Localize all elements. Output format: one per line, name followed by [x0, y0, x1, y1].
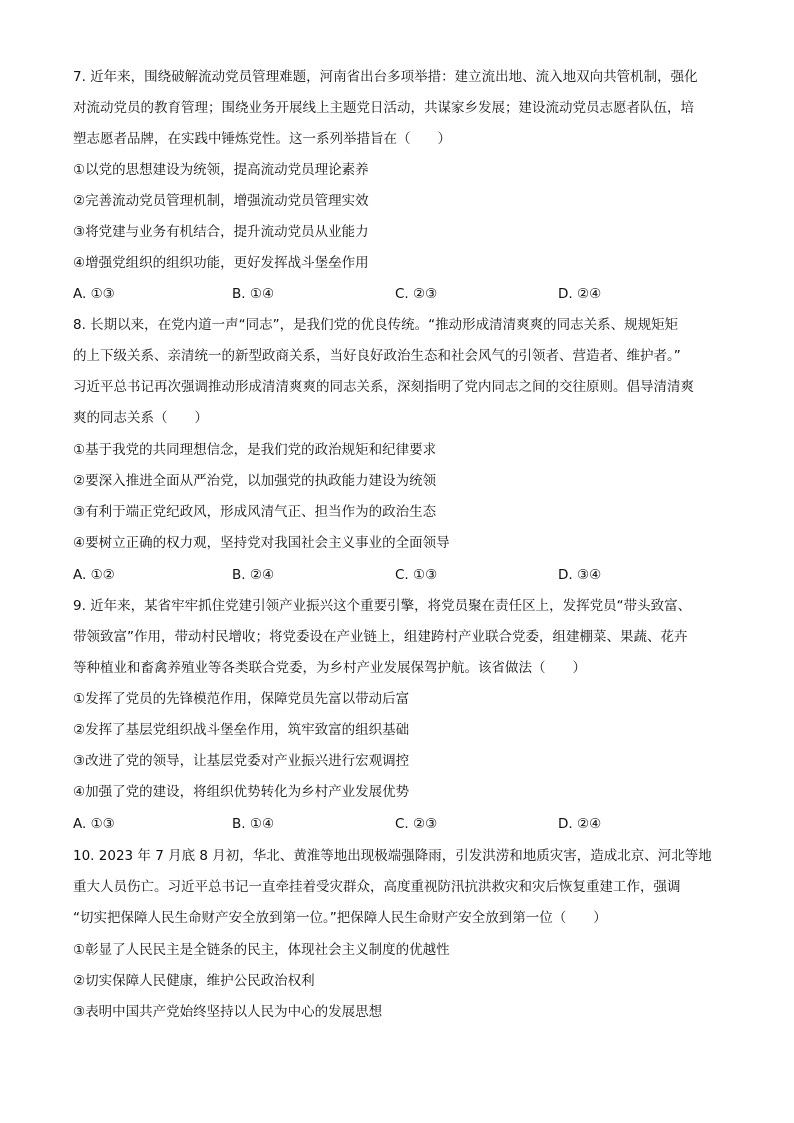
question-stem-line: 9. 近年来，某省牢牢抓住党建引领产业振兴这个重要引擎，将党员聚在责任区上，发挥党员“带头致富、	[73, 598, 692, 614]
statement-4: ④要树立正确的权力观，坚持党对我国社会主义事业的全面领导	[73, 535, 450, 551]
statement-1: ①彰显了人民民主是全链条的民主，体现社会主义制度的优越性	[73, 942, 450, 958]
question-stem-line: 8. 长期以来，在党内道一声“同志”，是我们党的优良传统。“推动形成清清爽爽的同志关系、规规矩矩	[73, 317, 679, 333]
statement-2: ②完善流动党员管理机制，增强流动党员管理实效	[73, 193, 369, 209]
statement-2: ②发挥了基层党组织战斗堡垒作用，筑牢致富的组织基础	[73, 722, 410, 738]
option-d[interactable]: D. ③④	[558, 567, 602, 583]
option-a[interactable]: A. ①②	[73, 567, 115, 583]
question-stem-line: 对流动党员的教育管理；围绕业务开展线上主题党日活动，共谋家乡发展；建设流动党员志愿者队伍，培	[73, 100, 694, 116]
option-c[interactable]: C. ①③	[395, 567, 438, 583]
question-stem-line: 的上下级关系、亲清统一的新型政商关系，当好良好政治生态和社会风气的引领者、营造者、维护者。”	[73, 348, 681, 364]
statement-4: ④加强了党的建设，将组织优势转化为乡村产业发展优势	[73, 784, 410, 800]
option-c[interactable]: C. ②③	[395, 816, 438, 832]
statement-3: ③将党建与业务有机结合，提升流动党员从业能力	[73, 224, 369, 240]
question-stem-line: 7. 近年来，围绕破解流动党员管理难题，河南省出台多项举措：建立流出地、流入地双向共管机制，强化	[73, 69, 698, 85]
option-d[interactable]: D. ②④	[558, 286, 602, 302]
question-stem-line: 10. 2023 年 7 月底 8 月初，华北、黄淮等地出现极端强降雨，引发洪涝和地质灾害，造成北京、河北等地	[73, 848, 712, 864]
statement-3: ③表明中国共产党始终坚持以人民为中心的发展思想	[73, 1004, 383, 1020]
option-b[interactable]: B. ①④	[232, 286, 275, 302]
option-b[interactable]: B. ②④	[232, 567, 275, 583]
statement-3: ③有利于端正党纪政风，形成风清气正、担当作为的政治生态	[73, 504, 437, 520]
statement-1: ①基于我党的共同理想信念，是我们党的政治规矩和纪律要求	[73, 442, 437, 458]
question-stem-line: 爽的同志关系（ ）	[73, 410, 208, 426]
question-stem-line: 习近平总书记再次强调推动形成清清爽爽的同志关系，深刻指明了党内同志之间的交往原则。倡导清清爽	[73, 379, 694, 395]
statement-2: ②切实保障人民健康，维护公民政治权利	[73, 973, 315, 989]
question-stem-line: 重大人员伤亡。习近平总书记一直牵挂着受灾群众，高度重视防汛抗洪救灾和灾后恢复重建工作，强调	[73, 879, 681, 895]
option-c[interactable]: C. ②③	[395, 286, 438, 302]
question-stem-line: 带领致富”作用，带动村民增收；将党委设在产业链上，组建跨村产业联合党委，组建棚菜、果蔬、花卉	[73, 629, 688, 645]
option-b[interactable]: B. ①④	[232, 816, 275, 832]
question-stem-line: 塑志愿者品牌，在实践中锤炼党性。这一系列举措旨在（ ）	[73, 131, 451, 147]
option-d[interactable]: D. ②④	[558, 816, 602, 832]
statement-2: ②要深入推进全面从严治党，以加强党的执政能力建设为统领	[73, 473, 437, 489]
question-stem-line: 等种植业和畜禽养殖业等各类联合党委，为乡村产业发展保驾护航。该省做法（ ）	[73, 660, 586, 676]
option-a[interactable]: A. ①③	[73, 816, 115, 832]
statement-1: ①以党的思想建设为统领，提高流动党员理论素养	[73, 162, 369, 178]
statement-3: ③改进了党的领导，让基层党委对产业振兴进行宏观调控	[73, 753, 410, 769]
statement-4: ④增强党组织的组织功能，更好发挥战斗堡垒作用	[73, 255, 369, 271]
statement-1: ①发挥了党员的先锋模范作用，保障党员先富以带动后富	[73, 691, 410, 707]
option-a[interactable]: A. ①③	[73, 286, 115, 302]
question-stem-line: “切实把保障人民生命财产安全放到第一位。”把保障人民生命财产安全放到第一位（ ）	[73, 910, 607, 926]
